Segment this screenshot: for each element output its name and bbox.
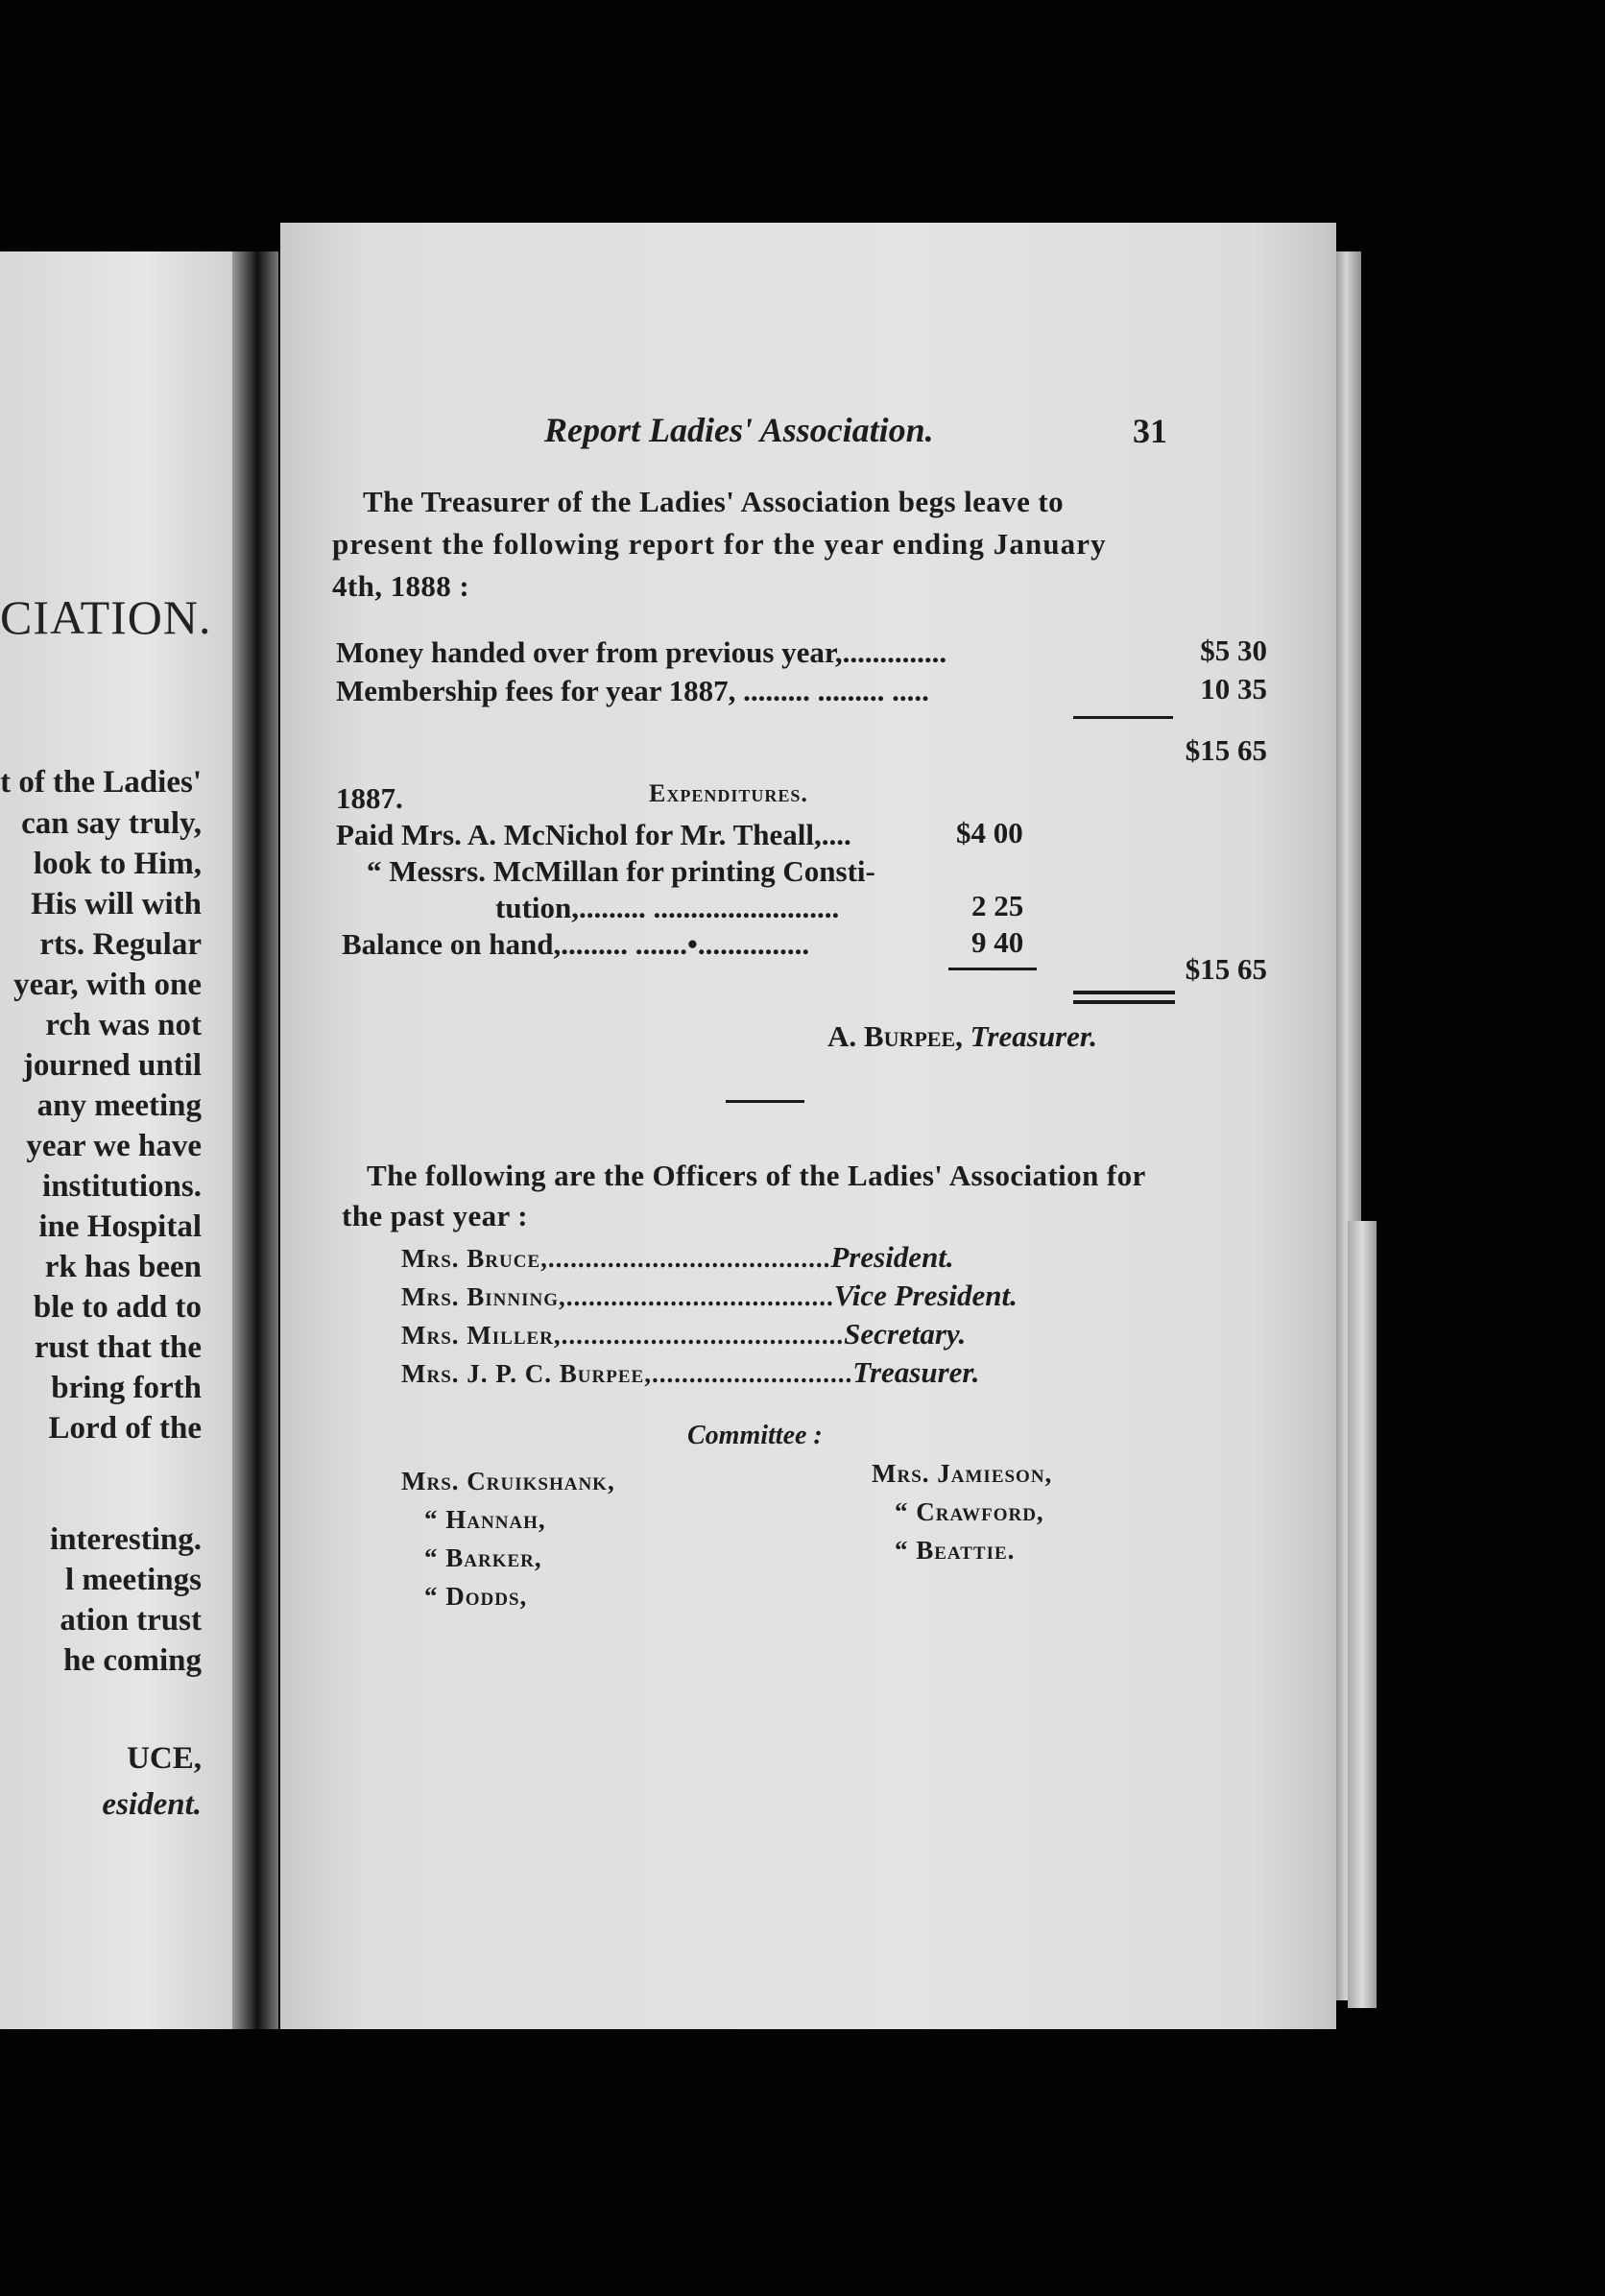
left-page-line: can say truly, — [21, 806, 202, 841]
committee-member: “ Crawford, — [895, 1497, 1044, 1526]
officer-row — [401, 1355, 980, 1390]
left-page-line: l meetings — [64, 1563, 202, 1597]
expenditure-label: Paid Mrs. A. McNichol for Mr. Theall,.... — [336, 818, 851, 851]
left-page — [0, 251, 242, 2029]
officer-role: Vice President. — [833, 1279, 1018, 1312]
committee-heading: Committee : — [687, 1421, 823, 1450]
expenditure-amount: $4 00 — [956, 816, 1023, 849]
intro-line: The Treasurer of the Ladies' Association begs leave to — [363, 485, 1064, 518]
left-page-line: look to Him, — [33, 847, 202, 881]
left-page-line: any meeting — [36, 1088, 202, 1123]
total-double-rule-bottom — [1073, 1000, 1175, 1004]
committee-member: “ Beattie. — [895, 1536, 1016, 1565]
expenditure-amount: 9 40 — [971, 925, 1024, 959]
expenditure-amount: 2 25 — [971, 889, 1024, 922]
page-number: 31 — [1133, 412, 1167, 450]
officer-leader: ...................................... — [561, 1321, 845, 1350]
left-page-line: UCE, — [127, 1741, 202, 1776]
officer-name: Mrs. Binning, — [401, 1282, 566, 1311]
officer-role: President. — [830, 1240, 954, 1274]
officer-row — [401, 1240, 954, 1275]
total-double-rule-top — [1073, 991, 1175, 994]
receipt-label: Money handed over from previous year,.............. — [336, 635, 947, 669]
officer-name: Mrs. J. P. C. Burpee, — [401, 1359, 652, 1388]
receipt-amount: 10 35 — [1200, 672, 1267, 706]
intro-line: 4th, 1888 : — [332, 569, 470, 603]
treasurer-title: Treasurer. — [970, 1019, 1097, 1053]
committee-member: “ Dodds, — [424, 1582, 528, 1611]
officer-leader: ...................................... — [547, 1244, 831, 1273]
left-page-line: Lord of the — [48, 1411, 202, 1446]
left-page-line: he coming — [63, 1643, 202, 1678]
expenditures-heading: Expenditures. — [649, 779, 808, 807]
treasurer-signature — [827, 1019, 1097, 1054]
left-page-line: interesting. — [50, 1522, 202, 1557]
left-page-line: His will with — [31, 887, 202, 921]
left-page-line: esident. — [102, 1787, 202, 1822]
left-page-line: year, with one — [13, 968, 202, 1002]
officer-name: Mrs. Bruce, — [401, 1244, 548, 1273]
officer-row — [401, 1317, 966, 1351]
left-page-line: ble to add to — [33, 1290, 202, 1325]
committee-member: Mrs. Cruikshank, — [401, 1467, 615, 1495]
committee-member: “ Hannah, — [424, 1505, 546, 1534]
left-page-line: institutions. — [42, 1169, 202, 1204]
officers-intro-line: The following are the Officers of the Ladies' Association for — [367, 1159, 1146, 1192]
officer-row — [401, 1279, 1018, 1313]
running-head: Report Ladies' Association. — [544, 411, 934, 449]
treasurer-name: A. Burpee, — [827, 1019, 963, 1053]
left-page-line: rch was not — [45, 1008, 202, 1042]
book-gutter — [232, 251, 278, 2029]
intro-line: present the following report for the year ending January — [332, 527, 1107, 561]
expenditure-label: “ Messrs. McMillan for printing Consti- — [367, 854, 875, 888]
expenditures-total: $15 65 — [1185, 952, 1267, 986]
officer-leader: ........................... — [651, 1359, 853, 1388]
section-divider — [726, 1100, 804, 1103]
receipt-label: Membership fees for year 1887, ......... ......... ..... — [336, 674, 929, 707]
right-page — [280, 223, 1336, 2029]
left-page-line: bring forth — [51, 1371, 202, 1405]
left-page-line: t of the Ladies' — [0, 765, 202, 800]
officer-name: Mrs. Miller, — [401, 1321, 562, 1350]
officer-role: Treasurer. — [852, 1355, 980, 1389]
receipt-amount: $5 30 — [1200, 634, 1267, 667]
expenditures-year: 1887. — [336, 781, 403, 815]
receipts-rule — [1073, 716, 1173, 719]
officers-intro-line: the past year : — [342, 1199, 528, 1232]
left-page-line: rust that the — [34, 1330, 202, 1365]
page-edge-lower — [1348, 1221, 1377, 2008]
expenditure-label: Balance on hand,......... .......•............... — [342, 927, 810, 961]
expenditures-rule — [948, 968, 1037, 970]
left-page-line: ation trust — [60, 1603, 202, 1638]
left-page-line: ine Hospital — [38, 1209, 202, 1244]
left-page-line: year we have — [26, 1129, 202, 1163]
receipts-total: $15 65 — [1185, 733, 1267, 767]
officer-role: Secretary. — [844, 1317, 967, 1351]
left-page-heading: CIATION. — [0, 590, 212, 644]
expenditure-label: tution,......... ......................... — [495, 891, 840, 924]
officer-leader: .................................... — [565, 1282, 834, 1311]
committee-member: Mrs. Jamieson, — [872, 1459, 1053, 1488]
left-page-line: rts. Regular — [39, 927, 202, 962]
left-page-line: rk has been — [44, 1250, 202, 1284]
left-page-line: journed until — [22, 1048, 202, 1083]
committee-member: “ Barker, — [424, 1543, 542, 1572]
